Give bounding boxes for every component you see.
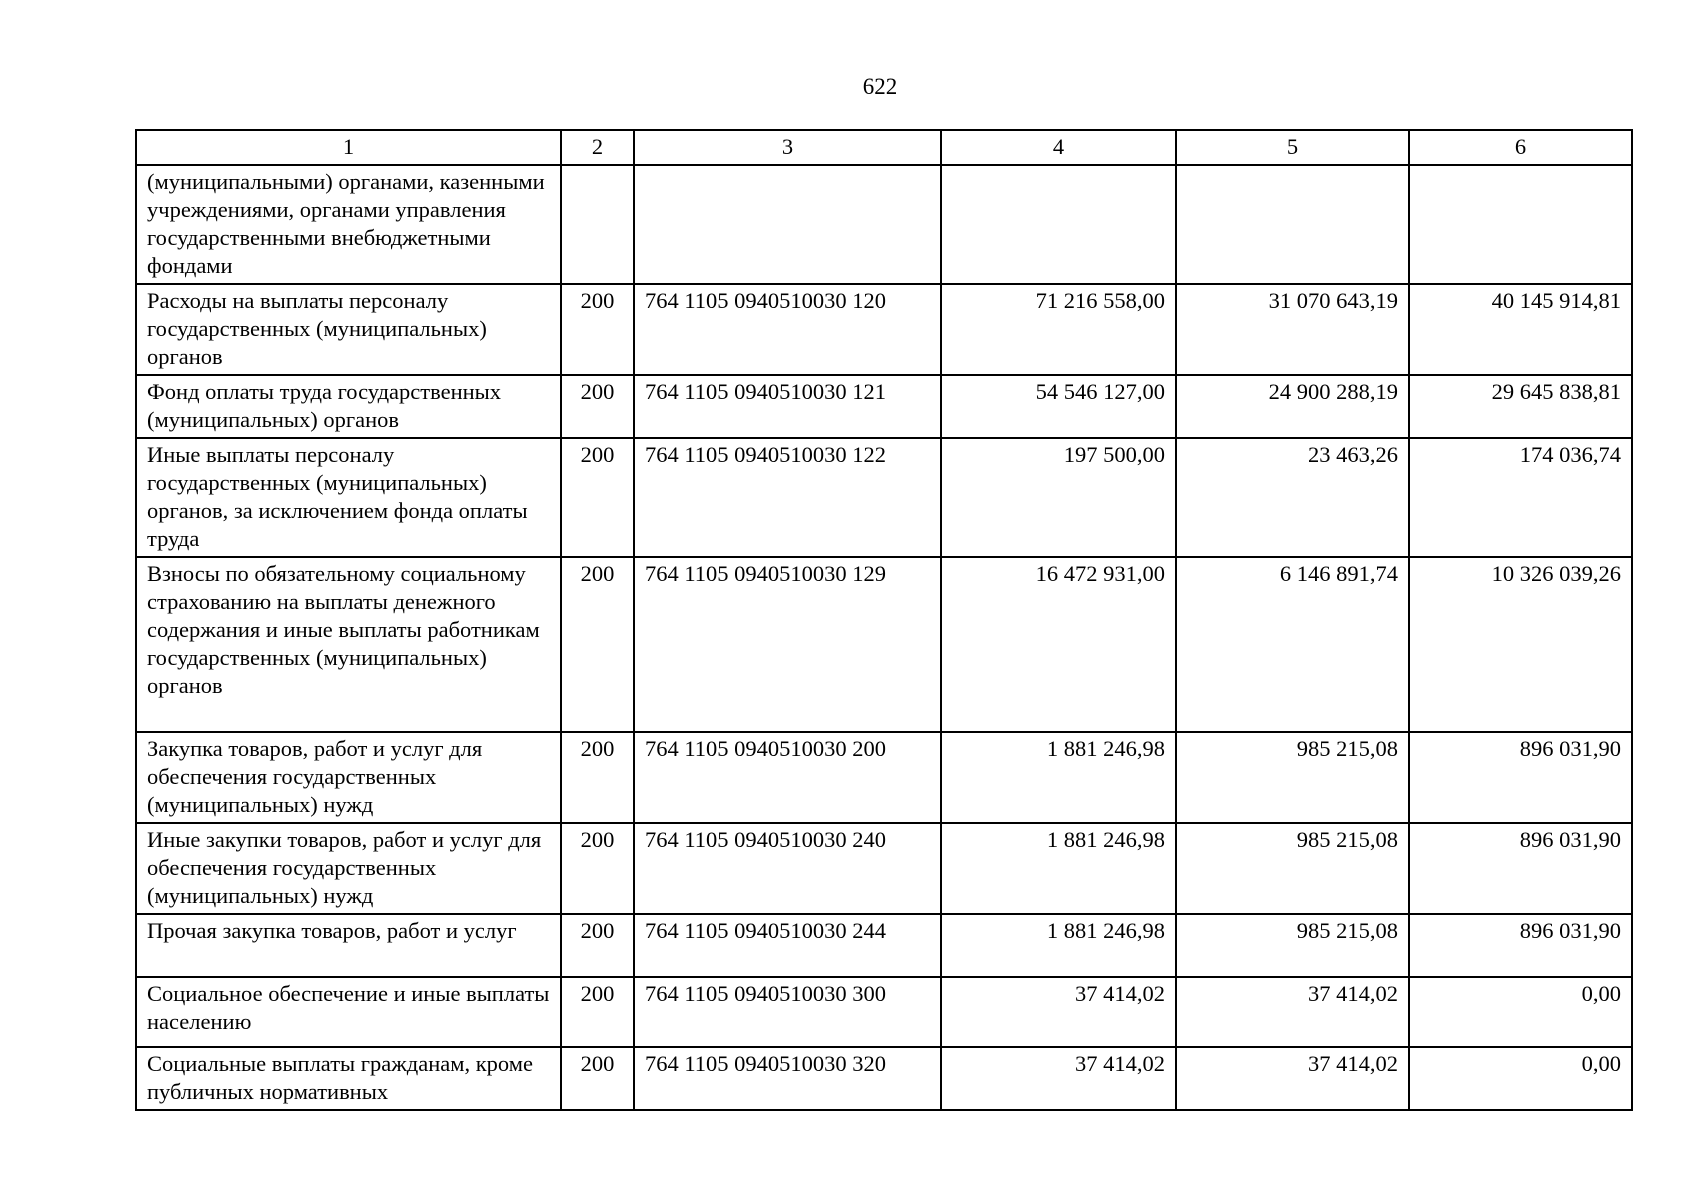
row-unexecuted-amount: 896 031,90 <box>1409 732 1632 823</box>
row-unexecuted-amount: 0,00 <box>1409 1047 1632 1110</box>
row-line-code: 200 <box>561 977 634 1047</box>
row-executed-amount: 6 146 891,74 <box>1176 557 1409 732</box>
row-unexecuted-amount: 174 036,74 <box>1409 438 1632 557</box>
row-line-code: 200 <box>561 823 634 914</box>
row-unexecuted-amount: 40 145 914,81 <box>1409 284 1632 375</box>
table-row <box>136 732 1632 823</box>
row-budget-code: 764 1105 0940510030 121 <box>634 375 941 438</box>
header-row <box>136 130 1632 165</box>
row-budget-code: 764 1105 0940510030 120 <box>634 284 941 375</box>
row-approved-amount: 197 500,00 <box>941 438 1176 557</box>
row-executed-amount: 24 900 288,19 <box>1176 375 1409 438</box>
row-executed-amount: 985 215,08 <box>1176 823 1409 914</box>
row-executed-amount: 37 414,02 <box>1176 977 1409 1047</box>
table-row <box>136 977 1632 1047</box>
row-unexecuted-amount: 896 031,90 <box>1409 914 1632 977</box>
row-approved-amount: 16 472 931,00 <box>941 557 1176 732</box>
row-name: (муниципальными) органами, казенными учреждениями, органами управления государственными внебюджетными фондами <box>136 165 561 284</box>
row-approved-amount: 1 881 246,98 <box>941 823 1176 914</box>
row-executed-amount: 37 414,02 <box>1176 1047 1409 1110</box>
row-executed-amount: 985 215,08 <box>1176 732 1409 823</box>
row-approved-amount: 71 216 558,00 <box>941 284 1176 375</box>
column-header-1: 1 <box>136 130 561 165</box>
row-budget-code: 764 1105 0940510030 122 <box>634 438 941 557</box>
table-row <box>136 375 1632 438</box>
table-row <box>136 914 1632 977</box>
table-row <box>136 438 1632 557</box>
row-name: Фонд оплаты труда государственных (муниципальных) органов <box>136 375 561 438</box>
row-approved-amount: 37 414,02 <box>941 977 1176 1047</box>
row-budget-code: 764 1105 0940510030 300 <box>634 977 941 1047</box>
row-unexecuted-amount: 29 645 838,81 <box>1409 375 1632 438</box>
row-name: Социальное обеспечение и иные выплаты населению <box>136 977 561 1047</box>
row-name: Иные закупки товаров, работ и услуг для обеспечения государственных (муниципальных) нужд <box>136 823 561 914</box>
row-line-code: 200 <box>561 284 634 375</box>
row-line-code: 200 <box>561 557 634 732</box>
row-name: Иные выплаты персоналу государственных (муниципальных) органов, за исключением фонда оплаты труда <box>136 438 561 557</box>
table-row <box>136 284 1632 375</box>
table-row <box>136 823 1632 914</box>
row-executed-amount <box>1176 165 1409 284</box>
row-executed-amount: 31 070 643,19 <box>1176 284 1409 375</box>
row-name: Расходы на выплаты персоналу государственных (муниципальных) органов <box>136 284 561 375</box>
row-name: Закупка товаров, работ и услуг для обеспечения государственных (муниципальных) нужд <box>136 732 561 823</box>
column-header-5: 5 <box>1176 130 1409 165</box>
row-name: Прочая закупка товаров, работ и услуг <box>136 914 561 977</box>
row-line-code: 200 <box>561 438 634 557</box>
row-line-code <box>561 165 634 284</box>
column-header-2: 2 <box>561 130 634 165</box>
row-budget-code <box>634 165 941 284</box>
row-executed-amount: 23 463,26 <box>1176 438 1409 557</box>
row-approved-amount: 54 546 127,00 <box>941 375 1176 438</box>
row-line-code: 200 <box>561 732 634 823</box>
row-unexecuted-amount <box>1409 165 1632 284</box>
table-row <box>136 165 1632 284</box>
row-approved-amount: 37 414,02 <box>941 1047 1176 1110</box>
row-budget-code: 764 1105 0940510030 240 <box>634 823 941 914</box>
row-name: Социальные выплаты гражданам, кроме публичных нормативных <box>136 1047 561 1110</box>
row-executed-amount: 985 215,08 <box>1176 914 1409 977</box>
row-line-code: 200 <box>561 914 634 977</box>
table-row <box>136 1047 1632 1110</box>
page-number: 622 <box>862 74 898 99</box>
row-budget-code: 764 1105 0940510030 320 <box>634 1047 941 1110</box>
row-budget-code: 764 1105 0940510030 129 <box>634 557 941 732</box>
row-approved-amount: 1 881 246,98 <box>941 732 1176 823</box>
row-unexecuted-amount: 10 326 039,26 <box>1409 557 1632 732</box>
row-budget-code: 764 1105 0940510030 244 <box>634 914 941 977</box>
row-unexecuted-amount: 0,00 <box>1409 977 1632 1047</box>
row-budget-code: 764 1105 0940510030 200 <box>634 732 941 823</box>
row-line-code: 200 <box>561 1047 634 1110</box>
row-line-code: 200 <box>561 375 634 438</box>
row-unexecuted-amount: 896 031,90 <box>1409 823 1632 914</box>
row-approved-amount: 1 881 246,98 <box>941 914 1176 977</box>
budget-table <box>135 129 1633 1111</box>
column-header-3: 3 <box>634 130 941 165</box>
row-approved-amount <box>941 165 1176 284</box>
column-header-6: 6 <box>1409 130 1632 165</box>
table-row <box>136 557 1632 732</box>
row-name: Взносы по обязательному социальному страхованию на выплаты денежного содержания и иные выплаты работникам государственных (муниципальных) органов <box>136 557 561 732</box>
column-header-4: 4 <box>941 130 1176 165</box>
